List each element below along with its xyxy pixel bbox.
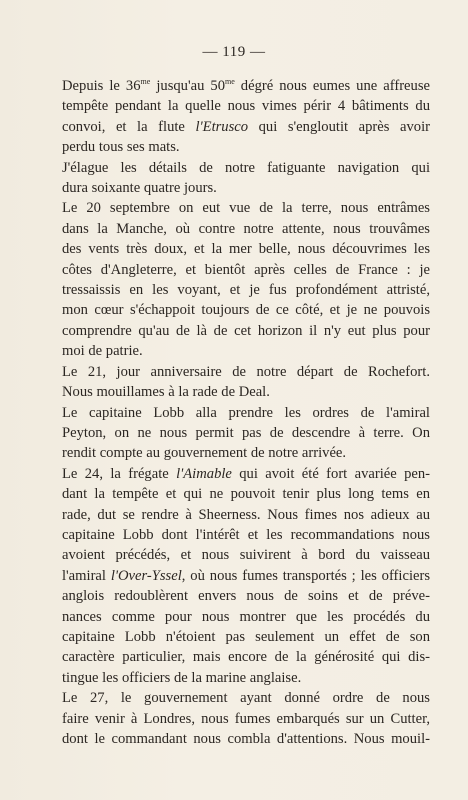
text-run: convoi, et la flute [62, 118, 196, 135]
text-run: J'élague les détails de notre fatiguante navigation qui [62, 159, 430, 176]
text-line [62, 607, 430, 627]
text-run: dant la tempête et qui ne pouvoit tenir plus long tems en [62, 486, 430, 503]
text-run: caractère particulier, mais encore de la générosité qui dis- [62, 649, 430, 666]
text-run: nances comme pour nous montrer que les procédés du [62, 608, 430, 625]
text-run: dans la Manche, où contre notre attente, nous trouvâmes [62, 220, 430, 237]
italic-text: l'Etrusco [195, 118, 249, 135]
text-line [62, 484, 430, 504]
text-run: rendit compte au gouvernement de notre arrivée. [62, 445, 347, 462]
text-run: capitaine Lobb dont l'intérêt et les recommandations nous [62, 526, 430, 543]
text-run: tingue les officiers de la marine anglaise. [62, 669, 302, 686]
text-line [62, 443, 430, 463]
text-run: Depuis le 36 [62, 78, 141, 94]
superscript: me [225, 77, 235, 86]
text-run: mon cœur s'échappoit toujours de ce côté, et je ne pouvois [62, 302, 430, 319]
text-run: rade, dut se rendre à Sheerness. Nous fimes nos adieux au [62, 506, 430, 523]
text-line [62, 403, 430, 423]
text-line [62, 423, 430, 443]
text-run: , où nous fumes transportés ; les officiers [181, 567, 431, 584]
text-line [62, 280, 430, 300]
italic-text: l'Over-Yssel [110, 567, 182, 584]
text-line [62, 586, 430, 606]
text-run: qui avoit été fort avariée pen- [231, 465, 430, 482]
text-line [62, 158, 430, 178]
text-line [62, 709, 430, 729]
text-run: Le 24, la frégate [62, 465, 177, 482]
text-run: dont le commandant nous combla d'attentions. Nous mouil- [62, 731, 430, 747]
text-line [62, 260, 430, 280]
text-run: Le 20 septembre on eut vue de la terre, nous entrâmes [62, 200, 430, 217]
text-line [62, 362, 430, 382]
text-run: Le capitaine Lobb alla prendre les ordres de l'amiral [62, 404, 430, 421]
text-line [62, 219, 430, 239]
text-run: perdu tous ses mats. [62, 139, 180, 156]
text-run: Le 21, jour anniversaire de notre départ de Rochefort. [62, 363, 430, 380]
text-line [62, 688, 430, 708]
text-run: dura soixante quatre jours. [62, 180, 217, 197]
text-line [62, 137, 430, 157]
text-line [62, 668, 430, 688]
text-line [62, 76, 430, 96]
text-line [62, 117, 430, 137]
text-line [62, 464, 430, 484]
text-run: tempête pendant la quelle nous vimes périr 4 bâtiments du [62, 98, 430, 115]
page-number: — 119 — [202, 44, 266, 60]
text-line [62, 198, 430, 218]
text-run: côtes d'Angleterre, et bientôt après celles de France : je [62, 261, 430, 278]
text-line [62, 321, 430, 341]
text-line [62, 341, 430, 361]
text-line [62, 545, 430, 565]
text-line [62, 382, 430, 402]
text-run: dégré nous eumes une affreuse [234, 78, 430, 94]
text-run: jusqu'au 50 [150, 78, 225, 94]
text-run: comprendre qu'au de là de cet horizon il n'y eut plus pour [62, 322, 430, 339]
text-run: Nous mouillames à la rade de Deal. [62, 384, 270, 401]
text-line [62, 647, 430, 667]
text-line [62, 627, 430, 647]
text-line [62, 729, 430, 749]
text-line [62, 178, 430, 198]
text-line [62, 96, 430, 116]
text-run: avoient précédés, et nous suivirent à bord du vaisseau [62, 547, 430, 564]
text-run: Le 27, le gouvernement ayant donné ordre de nous [62, 690, 430, 707]
text-run: des vents très doux, et la mer belle, nous découvrimes les [62, 241, 430, 258]
text-run: qui s'engloutit après avoir [248, 118, 430, 135]
italic-text: l'Aimable [176, 465, 232, 482]
body-text [62, 76, 430, 749]
text-run: faire venir à Londres, nous fumes embarqués sur un Cutter, [62, 710, 430, 727]
text-line [62, 505, 430, 525]
text-run: tressaissis en les voyant, et je fus profondément attristé, [62, 282, 430, 299]
text-line [62, 525, 430, 545]
text-line [62, 300, 430, 320]
text-run: Peyton, on ne nous permit pas de descendre à terre. On [62, 424, 430, 441]
text-run: anglois redoublèrent envers nous de soins et de préve- [62, 588, 430, 605]
text-line [62, 239, 430, 259]
text-run: capitaine Lobb n'étoient pas seulement un effet de son [62, 628, 430, 645]
text-run: l'amiral [62, 567, 111, 584]
superscript: me [140, 77, 151, 86]
text-run: moi de patrie. [62, 343, 143, 360]
text-line [62, 566, 430, 586]
